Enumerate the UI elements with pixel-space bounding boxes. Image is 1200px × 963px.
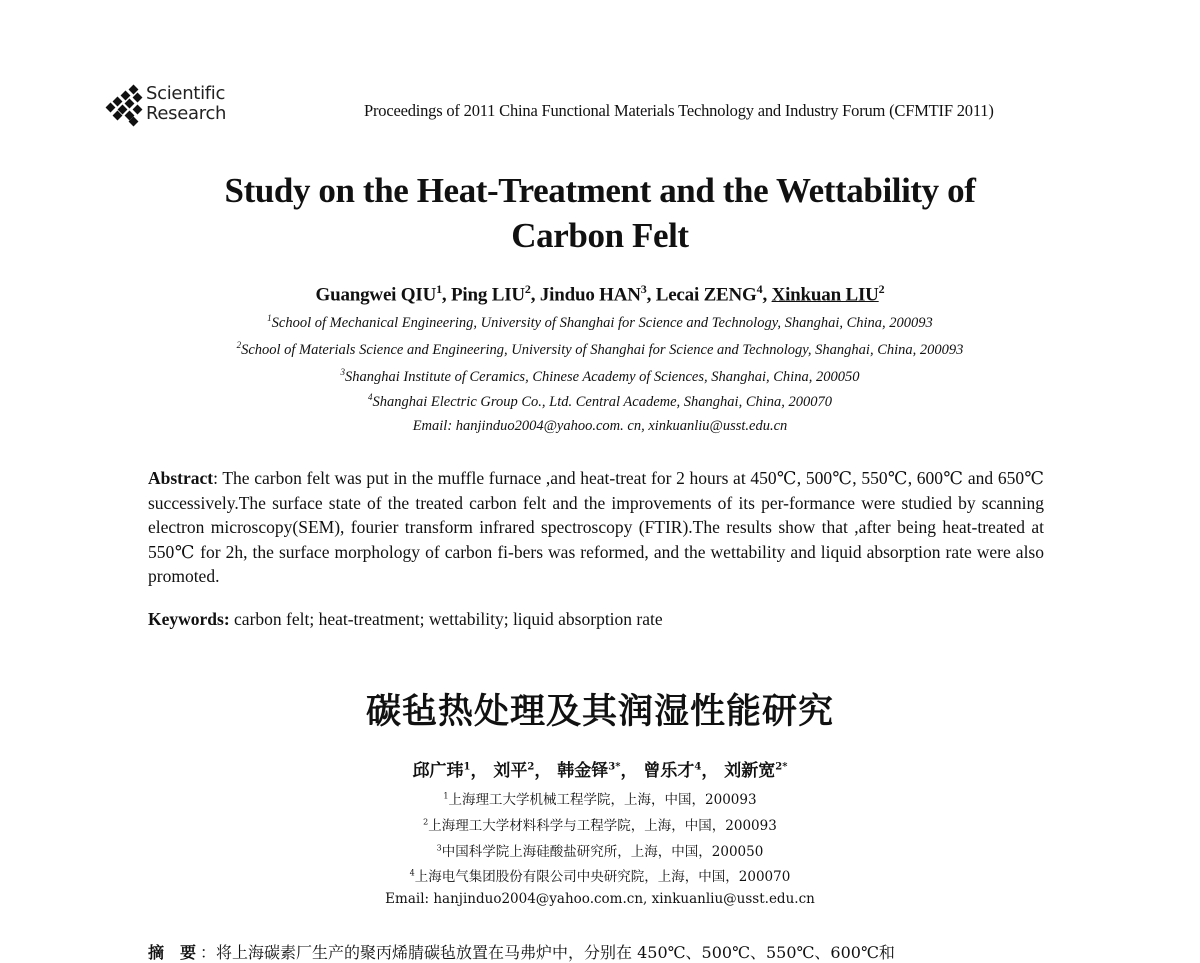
affiliation-index: 3 — [340, 367, 346, 377]
author-affiliation-index: 3 — [640, 282, 647, 296]
affiliation-index: 1 — [443, 791, 449, 801]
scientific-research-diamond-icon — [104, 84, 144, 124]
author-affiliation-index: 2 — [524, 282, 531, 296]
author-separator: ， — [701, 761, 719, 781]
chinese-abstract-label: 摘 要 — [148, 943, 197, 962]
affiliation-text: 上海理工大学机械工程学院，上海，中国，200093 — [448, 792, 757, 808]
author-separator: ， — [470, 761, 488, 781]
affiliation-text: School of Materials Science and Engineering, University of Shanghai for Science and Technology, Shanghai, China, 200093 — [241, 341, 964, 358]
chinese-contact-email: Email: hanjinduo2004@yahoo.com.cn, xinkuanliu@usst.edu.cn — [385, 891, 815, 907]
author-affiliation-index: 2 — [878, 282, 885, 296]
publisher-name-line1: Scientific — [146, 83, 226, 104]
author-separator: , — [441, 284, 452, 306]
author-list — [0, 282, 1200, 306]
author: 刘平 — [493, 761, 528, 781]
author-affiliation-index: 1 — [463, 761, 471, 773]
affiliation-text: 上海电气集团股份有限公司中央研究院，上海，中国，200070 — [414, 869, 791, 885]
author: 韩金铎 — [557, 761, 609, 781]
affiliation-2 — [0, 340, 1200, 359]
affiliation-text: Shanghai Electric Group Co., Ltd. Central Academe, Shanghai, China, 200070 — [372, 393, 833, 410]
author-separator: ， — [620, 761, 638, 781]
title-line-2: Carbon Felt — [511, 216, 689, 255]
author-affiliation-index: 1 — [436, 282, 442, 296]
author-affiliation-index: 3* — [608, 761, 621, 773]
chinese-title: 碳毡热处理及其润湿性能研究 — [365, 692, 834, 732]
author: 刘新宽 — [724, 761, 776, 781]
contact-email: Email: hanjinduo2004@yahoo.com. cn, xinkuanliu@usst.edu.cn — [412, 418, 788, 434]
affiliation-text: Shanghai Institute of Ceramics, Chinese Academy of Sciences, Shanghai, China, 200050 — [345, 368, 860, 385]
keywords-label: Keywords: — [148, 609, 230, 629]
chinese-affiliation-3 — [0, 840, 1200, 860]
chinese-abstract-line — [148, 940, 895, 963]
affiliation-index: 3 — [436, 843, 442, 853]
author-separator: ， — [534, 761, 552, 781]
author: Ping LIU — [451, 284, 525, 306]
affiliation-index: 2 — [423, 817, 429, 827]
affiliation-4 — [0, 392, 1200, 411]
chinese-abstract-text: ：将上海碳素厂生产的聚丙烯腈碳毡放置在马弗炉中，分别在 450℃、500℃、550℃、600℃和 — [200, 943, 895, 962]
affiliation-index: 2 — [236, 340, 242, 350]
chinese-author-list — [0, 756, 1200, 781]
author-affiliation-index: 4 — [756, 282, 763, 296]
publisher-logo — [104, 84, 226, 124]
affiliation-3 — [0, 367, 1200, 386]
author: Jinduo HAN — [539, 284, 641, 306]
chinese-affiliation-4 — [0, 865, 1200, 885]
title-line-1: Study on the Heat-Treatment and the Wettability of — [224, 171, 976, 210]
author-separator: , — [646, 284, 656, 306]
chinese-affiliation-2 — [0, 814, 1200, 834]
affiliation-text: School of Mechanical Engineering, University of Shanghai for Science and Technology, Shanghai, China, 200093 — [271, 314, 933, 331]
author-affiliation-index: 2 — [527, 761, 535, 773]
keywords-text: carbon felt; heat-treatment; wettability; liquid absorption rate — [229, 609, 663, 629]
abstract-label: Abstract — [148, 468, 214, 488]
author: Xinkuan LIU — [771, 284, 879, 306]
affiliation-text: 上海理工大学材料科学与工程学院，上海，中国，200093 — [428, 818, 777, 834]
paper-title — [0, 168, 1200, 258]
author: 曾乐才 — [643, 761, 695, 781]
author-affiliation-index: 2* — [775, 761, 788, 773]
affiliation-index: 4 — [367, 392, 373, 402]
affiliation-index: 4 — [409, 868, 415, 878]
affiliation-index: 1 — [267, 313, 272, 323]
chinese-affiliation-1 — [0, 788, 1200, 808]
abstract-text: : The carbon felt was put in the muffle furnace ,and heat-treat for 2 hours at 450℃, 500℃, 550℃, 600℃ and 650℃ successively.The surface state of the treated carbon felt and the improvements of its per-formance were studied by scanning electron microscopy(SEM), fourier transform infrared spectroscopy (FTIR).The results show that ,after being heat-treated at 550℃ for 2h, the surface morphology of carbon fi-bers was reformed, and the wettability and liquid absorption rate were also promoted. — [148, 468, 1044, 586]
author-affiliation-index: 4 — [694, 761, 702, 773]
publisher-name-line2: Research — [146, 103, 227, 124]
abstract-paragraph — [148, 466, 1044, 589]
author-separator: , — [530, 284, 540, 306]
keywords-line — [148, 609, 663, 630]
affiliation-1 — [0, 313, 1200, 332]
affiliation-text: 中国科学院上海硅酸盐研究所，上海，中国，200050 — [441, 844, 764, 860]
proceedings-header: Proceedings of 2011 China Functional Materials Technology and Industry Forum (CFMTIF 2011) — [364, 101, 994, 120]
author: Guangwei QIU — [315, 284, 437, 306]
author-separator: , — [762, 284, 772, 306]
author: Lecai ZENG — [655, 284, 757, 306]
author: 邱广玮 — [412, 761, 464, 781]
